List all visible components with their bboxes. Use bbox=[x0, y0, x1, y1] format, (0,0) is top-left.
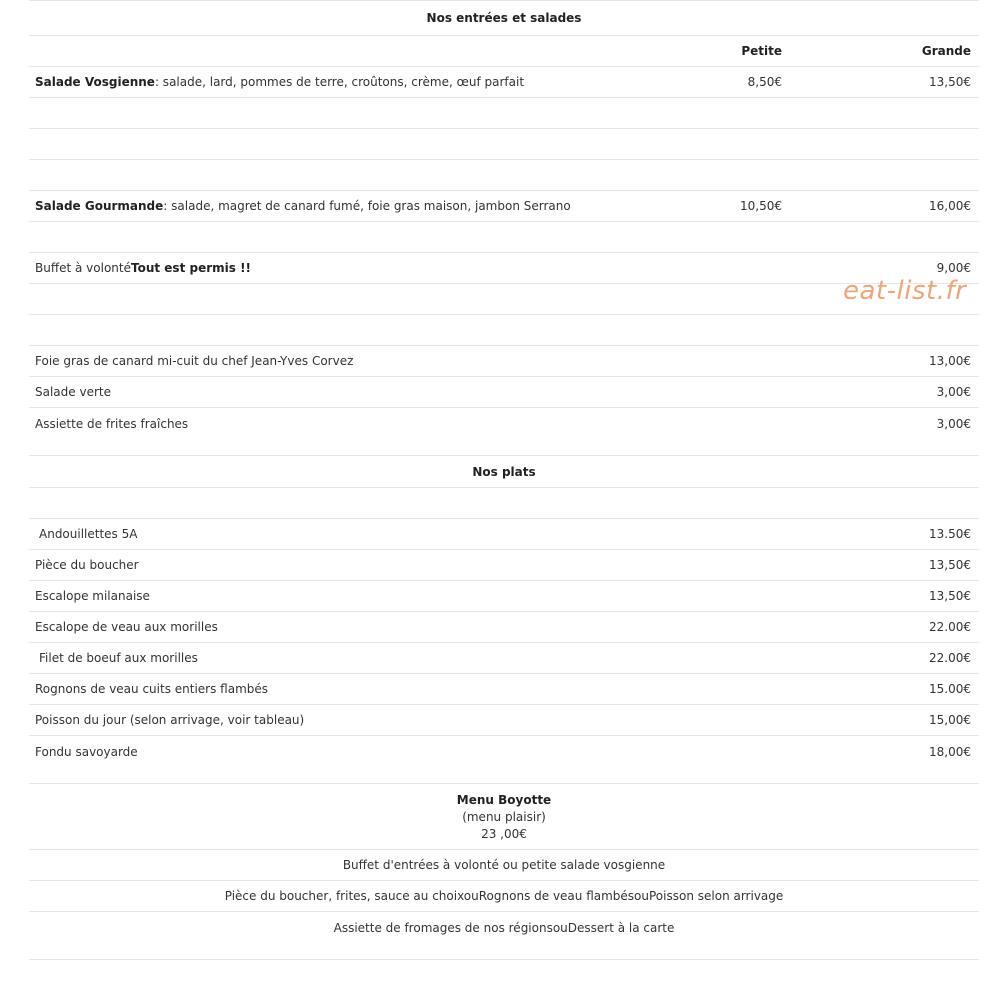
item-description bbox=[35, 253, 251, 283]
plat-row bbox=[29, 581, 979, 612]
plat-row bbox=[29, 550, 979, 581]
item-highlight: Tout est permis !! bbox=[131, 261, 252, 275]
item-detail: : salade, lard, pommes de terre, croûtons, crème, œuf parfait bbox=[154, 75, 525, 89]
menu-price: 23 ,00€ bbox=[481, 827, 527, 841]
menu-item-salade-vosgienne bbox=[29, 67, 979, 98]
empty-row bbox=[29, 488, 979, 519]
menu-item-salade-gourmande bbox=[29, 191, 979, 222]
price-grande: 3,00€ bbox=[936, 385, 971, 399]
price-grande: 13.50€ bbox=[929, 527, 971, 541]
price-grande: 15,00€ bbox=[929, 713, 971, 727]
item-name: Salade Vosgienne bbox=[35, 75, 155, 89]
menu-item-salade-verte bbox=[29, 377, 979, 408]
menu-line-text: Buffet d'entrées à volonté ou petite salade vosgienne bbox=[342, 858, 666, 872]
plat-row bbox=[29, 519, 979, 550]
item-name: Poisson du jour (selon arrivage, voir tableau) bbox=[35, 713, 305, 727]
item-name: Andouillettes 5A bbox=[39, 527, 138, 541]
plat-row bbox=[29, 612, 979, 643]
price-grande: 13,50€ bbox=[929, 75, 971, 89]
plat-row bbox=[29, 643, 979, 674]
section-header-plats bbox=[29, 456, 979, 488]
item-description bbox=[35, 67, 524, 97]
menu-item-foie-gras bbox=[29, 346, 979, 377]
menu-line bbox=[29, 850, 979, 881]
menu-table bbox=[29, 0, 979, 960]
price-grande: 16,00€ bbox=[929, 199, 971, 213]
price-grande: 13,50€ bbox=[929, 589, 971, 603]
empty-row bbox=[29, 129, 979, 160]
menu-line-text: Assiette de fromages de nos régionsouDessert à la carte bbox=[333, 920, 675, 935]
empty-row bbox=[29, 98, 979, 129]
menu-item-frites bbox=[29, 408, 979, 456]
item-description bbox=[35, 191, 571, 221]
price-petite: 10,50€ bbox=[740, 199, 782, 213]
empty-row bbox=[29, 222, 979, 253]
menu-subtitle: (menu plaisir) bbox=[462, 810, 546, 824]
section-title-entrees: Nos entrées et salades bbox=[426, 11, 582, 25]
watermark-logo: eat-list.fr bbox=[843, 276, 967, 306]
plat-row bbox=[29, 736, 979, 784]
price-grande: 22.00€ bbox=[929, 620, 971, 634]
item-name: Assiette de frites fraîches bbox=[35, 416, 189, 431]
price-grande: 13,00€ bbox=[929, 354, 971, 368]
empty-row bbox=[29, 284, 979, 315]
item-name: Salade Gourmande bbox=[35, 199, 164, 213]
empty-row bbox=[29, 160, 979, 191]
item-name: Buffet à volonté bbox=[35, 261, 131, 275]
item-detail: : salade, magret de canard fumé, foie gras maison, jambon Serrano bbox=[163, 199, 571, 213]
column-header-petite: Petite bbox=[741, 44, 782, 58]
plat-row bbox=[29, 705, 979, 736]
item-name: Foie gras de canard mi-cuit du chef Jean-Yves Corvez bbox=[35, 354, 354, 368]
price-grande: 13,50€ bbox=[929, 558, 971, 572]
item-name: Escalope de veau aux morilles bbox=[35, 620, 218, 634]
menu-line bbox=[29, 912, 979, 960]
price-grande: 22.00€ bbox=[929, 651, 971, 665]
section-header-entrees bbox=[29, 0, 979, 36]
section-title-plats: Nos plats bbox=[472, 464, 536, 479]
plat-row bbox=[29, 674, 979, 705]
price-petite: 8,50€ bbox=[747, 75, 782, 89]
price-grande: 18,00€ bbox=[929, 744, 971, 759]
item-name: Fondu savoyarde bbox=[35, 744, 138, 759]
price-grande: 3,00€ bbox=[936, 416, 971, 431]
menu-line-text: Pièce du boucher, frites, sauce au choixouRognons de veau flambésouPoisson selon arrivage bbox=[224, 889, 784, 903]
price-grande: 9,00€ bbox=[936, 261, 971, 275]
menu-line bbox=[29, 881, 979, 912]
item-name: Escalope milanaise bbox=[35, 589, 150, 603]
column-header-grande: Grande bbox=[921, 44, 971, 58]
column-header-row bbox=[29, 36, 979, 67]
item-name: Salade verte bbox=[35, 385, 111, 399]
menu-boyotte-header bbox=[29, 784, 979, 850]
menu-title: Menu Boyotte bbox=[456, 793, 552, 807]
item-name: Filet de boeuf aux morilles bbox=[39, 651, 198, 665]
price-grande: 15.00€ bbox=[929, 682, 971, 696]
empty-row bbox=[29, 315, 979, 346]
item-name: Rognons de veau cuits entiers flambés bbox=[35, 682, 269, 696]
menu-item-buffet bbox=[29, 253, 979, 284]
item-name: Pièce du boucher bbox=[35, 558, 139, 572]
